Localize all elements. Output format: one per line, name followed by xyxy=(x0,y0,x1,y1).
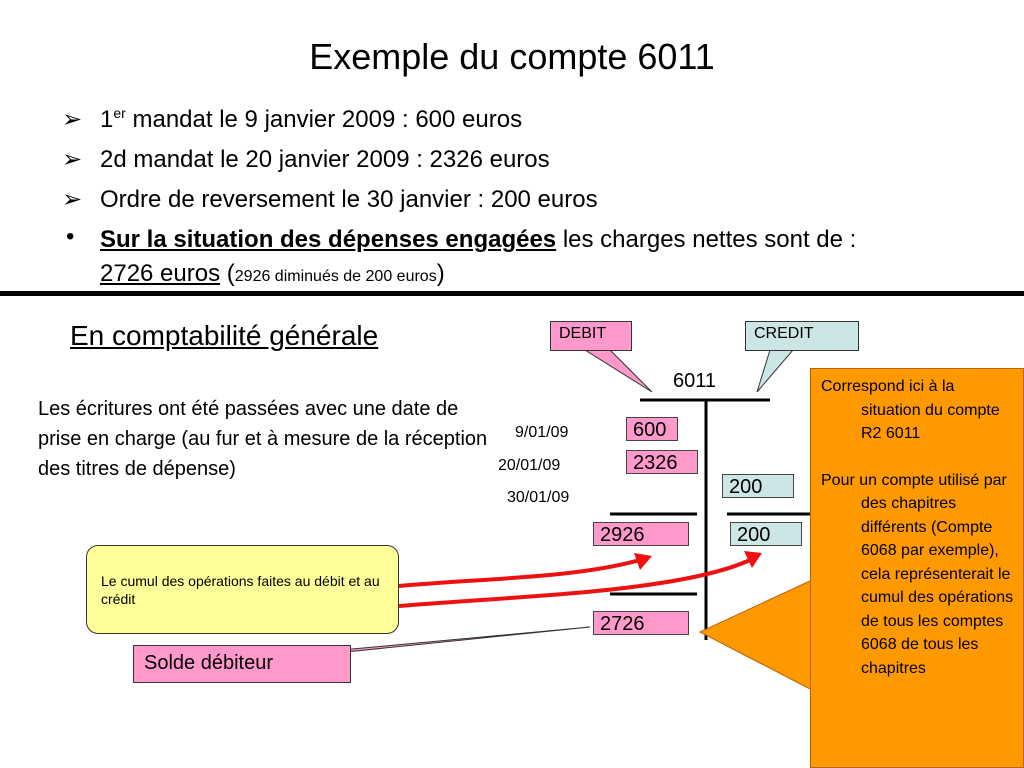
account-number: 6011 xyxy=(673,370,717,392)
arrow-bullet-icon: ➢ xyxy=(62,106,83,133)
orange-note-p1: Correspond ici à la situation du compte R2 6011 xyxy=(821,378,1000,442)
orange-pointer xyxy=(700,580,812,690)
entry-date: 30/01/09 xyxy=(507,489,570,506)
bullet-item: ➢ Ordre de reversement le 30 janvier : 200 euros xyxy=(62,180,1012,220)
arrow-bullet-icon: ➢ xyxy=(62,146,83,173)
debit-pointer xyxy=(585,350,652,392)
description-text: Les écritures ont été passées avec une date de prise en charge (au fur et à mesure de la réception des titres de dépense) xyxy=(38,398,488,480)
cumul-callout xyxy=(86,545,399,634)
cumul-callout-text: Le cumul des opérations faites au débit et au crédit xyxy=(101,573,380,607)
entry-date: 20/01/09 xyxy=(498,457,561,474)
orange-note-p2: Pour un compte utilisé par des chapitres différents (Compte 6068 par exemple), cela représenterait le cumul des opérations de tous les comptes 6068 de tous les chapitres xyxy=(821,471,1014,677)
bullet-item: ➢ 1er mandat le 9 janvier 2009 : 600 euros xyxy=(62,100,1012,140)
credit-pointer xyxy=(757,350,793,392)
balance-amount: 2726 xyxy=(593,611,689,635)
bullet-item: ➢ 2d mandat le 20 janvier 2009 : 2326 euros xyxy=(62,140,1012,180)
debit-entry: 600 xyxy=(626,417,678,441)
orange-note-box xyxy=(810,368,1024,768)
solde-debiteur-callout: Solde débiteur xyxy=(133,645,351,683)
dot-bullet-icon: • xyxy=(66,223,75,250)
credit-label: CREDIT xyxy=(745,321,859,351)
debit-entry: 2326 xyxy=(626,450,698,474)
arrow-bullet-icon: ➢ xyxy=(62,186,83,213)
debit-total: 2926 xyxy=(593,522,689,546)
section-subtitle: En comptabilité générale xyxy=(70,320,379,351)
credit-total: 200 xyxy=(730,522,802,546)
credit-entry: 200 xyxy=(722,474,794,498)
net-charges-amount: 2726 euros xyxy=(100,260,221,287)
red-arrow-debit xyxy=(399,560,640,586)
entry-date: 9/01/09 xyxy=(515,424,569,441)
debit-label: DEBIT xyxy=(550,321,632,351)
slide-title: Exemple du compte 6011 xyxy=(309,36,715,77)
bullet-item: • Sur la situation des dépenses engagées les charges nettes sont de : 2726 euros (2926 diminués de 200 euros) xyxy=(62,220,1012,294)
engaged-expenses-label: Sur la situation des dépenses engagées xyxy=(100,226,557,253)
